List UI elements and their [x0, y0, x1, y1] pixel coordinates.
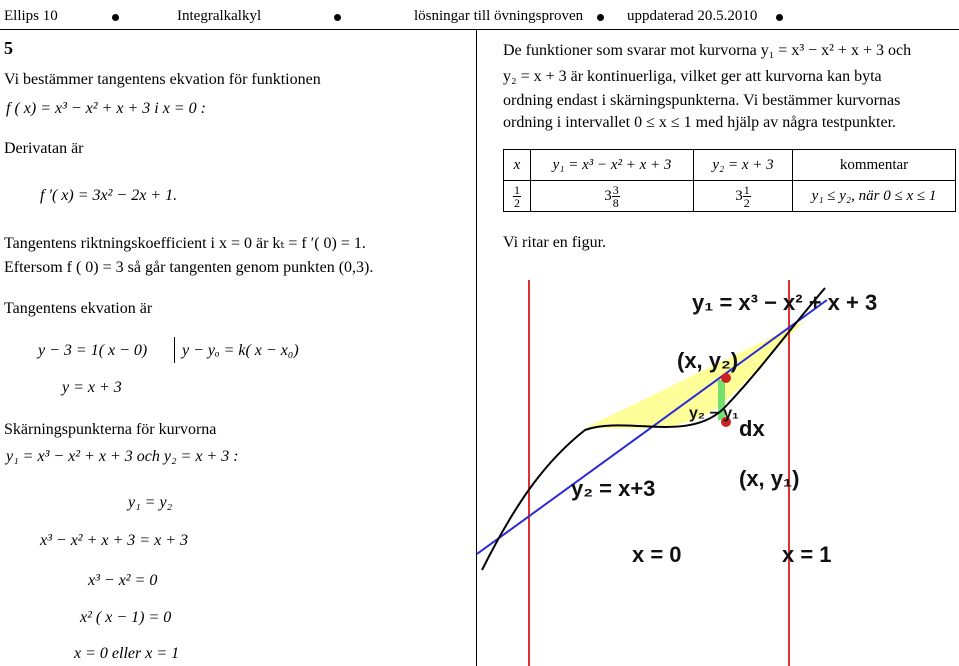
label-y2: y₂ = x+3	[571, 476, 656, 501]
problem-number: 5	[4, 38, 13, 58]
derivative-formula: f ′( x) = 3x² − 2x + 1.	[40, 187, 178, 204]
bullet-icon	[334, 14, 341, 21]
step-3: x³ − x² = 0	[88, 572, 158, 589]
sketch-figure	[477, 270, 959, 666]
step-5: x = 0 eller x = 1	[74, 645, 180, 662]
table-header-y2: y₂ = x + 3	[694, 150, 793, 181]
function-definition: f ( x) = x³ − x² + x + 3 i x = 0 :	[6, 100, 206, 117]
header-divider	[0, 29, 959, 30]
fraction: $\frac{1}{2}$	[743, 182, 750, 210]
derivative-label: Derivatan är	[4, 140, 84, 157]
label-y1: y₁ = x³ − x² + x + 3	[692, 290, 878, 315]
intersection-label: Skärningspunkterna för kurvorna	[4, 421, 217, 438]
cubic-curve	[482, 288, 825, 570]
point-upper	[721, 373, 731, 383]
header-title: Integralkalkyl	[177, 8, 262, 24]
tangent-label: Tangentens ekvation är	[4, 300, 153, 317]
paragraph-line-1: De funktioner som svarar mot kurvorna y₁ = x³ − x² + x + 3 och	[503, 42, 912, 59]
paragraph-line-4: ordning i intervallet 0 ≤ x ≤ 1 med hjälp av några testpunkter.	[503, 114, 897, 131]
table-cell-y2: 3 $\frac{1}{2}$	[694, 181, 793, 212]
label-diff: y₂ − y₁	[689, 405, 739, 422]
tangent-equation-1: y − 3 = 1( x − 0)	[38, 342, 148, 359]
paragraph-line-3: ordning endast i skärningspunkterna. Vi bestämmer kurvornas	[503, 92, 901, 109]
header-subtitle: lösningar till övningsproven	[414, 8, 584, 24]
tangent-equation-2: y = x + 3	[62, 379, 122, 396]
header-left: Ellips 10	[4, 8, 58, 24]
table-header-comment: kommentar	[793, 150, 956, 181]
table-cell-comment: y₁ ≤ y₂, när 0 ≤ x ≤ 1	[793, 181, 956, 212]
bullet-icon	[597, 14, 604, 21]
bullet-icon	[112, 14, 119, 21]
step-2: x³ − x² + x + 3 = x + 3	[40, 532, 188, 549]
label-point-bottom: (x, y₁)	[739, 466, 800, 491]
label-dx: dx	[739, 416, 765, 441]
table-row	[504, 181, 956, 212]
fraction: $\frac{1}{2}$	[514, 182, 520, 210]
table-cell-x	[504, 181, 531, 212]
bar-separator	[174, 337, 175, 363]
step-4: x² ( x − 1) = 0	[80, 609, 172, 626]
figure-intro: Vi ritar en figur.	[503, 234, 607, 251]
paragraph-line-2: y₂ = x + 3 är kontinuerliga, vilket ger att kurvorna kan byta	[503, 68, 882, 85]
intersection-curves: y₁ = x³ − x² + x + 3 och y₂ = x + 3 :	[6, 448, 239, 465]
point-text: Eftersom f ( 0) = 3 så går tangenten genom punkten (0,3).	[4, 259, 374, 276]
page-header	[0, 0, 959, 30]
intro-text: Vi bestämmer tangentens ekvation för funktionen	[4, 71, 321, 88]
table-header-x: x	[504, 150, 531, 181]
label-x1: x = 1	[782, 542, 832, 567]
table-cell-y1: 3 $\frac{3}{8}$	[531, 181, 694, 212]
bullet-icon	[776, 14, 783, 21]
slope-text: Tangentens riktningskoefficient i x = 0 är kₜ = f ′( 0) = 1.	[4, 235, 366, 252]
tangent-equation-general: y − yₒ = k( x − x₀)	[182, 342, 299, 359]
table-header-row	[504, 150, 956, 181]
header-updated: uppdaterad 20.5.2010	[627, 8, 758, 24]
step-1: y₁ = y₂	[128, 494, 173, 511]
fraction: $\frac{3}{8}$	[612, 182, 619, 210]
table-header-y1: y₁ = x³ − x² + x + 3	[531, 150, 694, 181]
test-point-table	[503, 149, 956, 212]
label-point-top: (x, y₂)	[677, 348, 739, 373]
label-x0: x = 0	[632, 542, 682, 567]
